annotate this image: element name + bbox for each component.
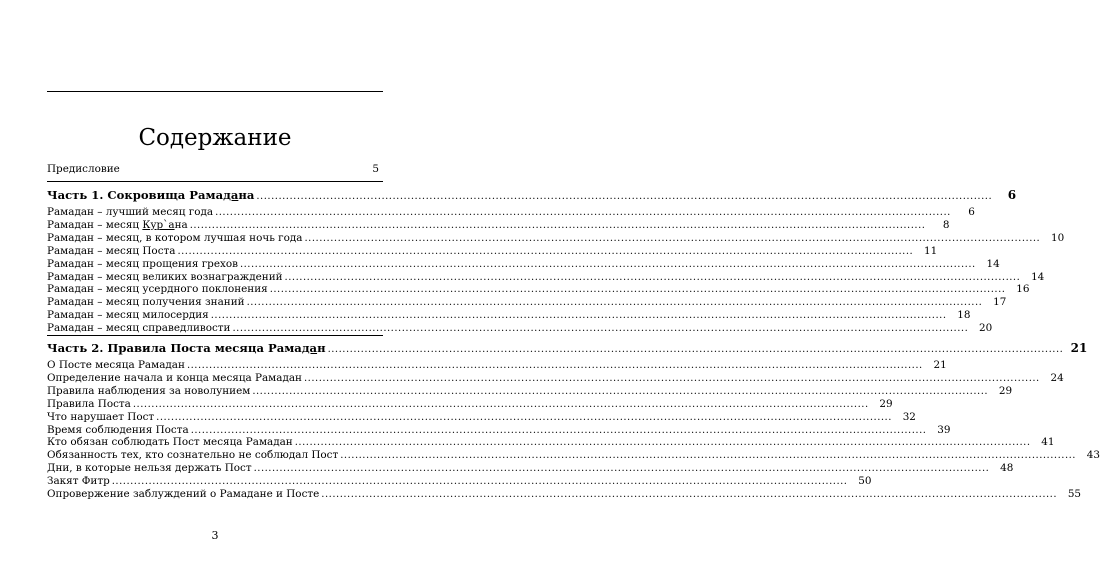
toc-entry[interactable] xyxy=(47,295,1007,309)
toc-entry-label: Рамадан – месяц справедливости xyxy=(47,322,231,335)
toc-leader-dots: ........................................................................................................................................................................................................ xyxy=(269,284,1006,296)
toc-leader-dots: ........................................................................................................................................................................................................ xyxy=(327,344,1064,355)
toc-entry-label: О Посте месяца Рамадан xyxy=(47,359,185,371)
toc-entry-page: 41 xyxy=(1041,436,1055,449)
toc-entry-page: 55 xyxy=(1067,488,1082,500)
toc-leader-dots: ........................................................................................................................................................................................................ xyxy=(284,271,1021,283)
toc-entry-page: 18 xyxy=(957,309,971,322)
toc-entry[interactable] xyxy=(47,282,1030,296)
toc-entry[interactable] xyxy=(47,397,893,411)
toc-entry[interactable] xyxy=(47,321,993,335)
toc-entry-label: Рамадан – месяц прощения грехов xyxy=(47,257,238,270)
toc-leader-dots: ........................................................................................................................................................................................................ xyxy=(232,323,969,335)
toc-entry-label: Рамадан – месяц усердного поклонения xyxy=(47,283,268,296)
toc-entry[interactable] xyxy=(47,487,1082,501)
toc-entry-label: Рамадан – месяц, в котором лучшая ночь года xyxy=(47,231,303,244)
toc-leader-dots: ........................................................................................................................................................................................................ xyxy=(256,191,993,202)
toc-part-2[interactable] xyxy=(47,341,1088,355)
toc-leader-dots: ........................................................................................................................................................................................................ xyxy=(156,411,892,423)
toc-entry-page: 8 xyxy=(942,218,950,231)
toc-entry[interactable] xyxy=(47,461,1014,475)
toc-entry-page: 29 xyxy=(998,384,1013,397)
toc-entry[interactable] xyxy=(47,474,872,488)
toc-entry[interactable] xyxy=(47,231,1065,245)
toc-entry-page: 50 xyxy=(858,475,872,488)
toc-leader-dots: ........................................................................................................................................................................................................ xyxy=(303,372,1040,384)
toc-part-page: 6 xyxy=(1007,188,1017,202)
toc-entry-page: 32 xyxy=(902,410,916,423)
page-number: 3 xyxy=(211,529,219,542)
toc-entry-label: Закят Фитр xyxy=(47,475,110,488)
toc-leader-dots: ........................................................................................................................................................................................................ xyxy=(304,232,1041,244)
toc-leader-dots: ........................................................................................................................................................................................................ xyxy=(190,424,927,436)
toc-leader-dots: ........................................................................................................................................................................................................ xyxy=(253,463,990,475)
toc-entry[interactable] xyxy=(47,435,1055,449)
toc-leader-dots: ........................................................................................................................................................................................................ xyxy=(177,245,914,257)
toc-entry-page: 21 xyxy=(933,359,947,371)
header-rule xyxy=(47,91,383,92)
toc-entry[interactable] xyxy=(47,371,1064,385)
section-divider xyxy=(47,181,383,182)
toc-entry-label: Предисловие xyxy=(47,163,120,175)
toc-entry-page: 16 xyxy=(1016,283,1030,296)
toc-entry[interactable] xyxy=(47,218,950,232)
toc-entry-label: Обязанность тех, кто сознательно не соблюдал Пост xyxy=(47,449,339,462)
toc-entry-page: 29 xyxy=(879,397,893,410)
toc-entry-page: 10 xyxy=(1051,231,1065,244)
toc-entry-label: Рамадан – лучший месяц года xyxy=(47,206,214,218)
toc-entry-page: 14 xyxy=(1031,270,1045,283)
toc-part-1[interactable] xyxy=(47,188,1017,202)
toc-entry-label: Рамадан – месяц великих вознаграждений xyxy=(47,270,283,283)
toc-entry[interactable] xyxy=(47,244,938,258)
toc-entry-label: Определение начала и конца месяца Рамадан xyxy=(47,371,302,384)
section-divider xyxy=(47,335,383,336)
toc-entry-page: 24 xyxy=(1050,371,1064,384)
toc-entry-label: Правила наблюдения за новолунием xyxy=(47,384,251,397)
toc-entry-label: Опровержение заблуждений о Рамадане и Посте xyxy=(47,488,320,500)
toc-entry-page: 48 xyxy=(1000,462,1014,475)
toc-entry[interactable] xyxy=(47,270,1045,284)
toc-entry-preface[interactable] xyxy=(47,162,383,176)
toc-entry[interactable] xyxy=(47,448,1100,462)
toc-entry-label: Что нарушает Пост xyxy=(47,410,155,423)
toc-entry-label: Рамадан – месяц Кур`ана xyxy=(47,218,188,231)
toc-entry-page: 39 xyxy=(937,423,951,436)
toc-entry-label: Правила Поста xyxy=(47,397,131,410)
toc-entry-label: Время соблюдения Поста xyxy=(47,423,189,436)
toc-entry-page: 6 xyxy=(968,206,975,218)
toc-leader-dots: ........................................................................................................................................................................................................ xyxy=(210,310,947,322)
toc-part-page: 21 xyxy=(1070,341,1088,355)
toc-entry[interactable] xyxy=(47,358,947,372)
toc-entry[interactable] xyxy=(47,423,951,437)
toc-entry-page: 14 xyxy=(986,257,1000,270)
toc-leader-dots: ........................................................................................................................................................................................................ xyxy=(239,258,976,270)
toc-leader-dots: ........................................................................................................................................................................................................ xyxy=(111,476,848,488)
toc-entry[interactable] xyxy=(47,257,1000,271)
toc-entry-label: Дни, в которые нельзя держать Пост xyxy=(47,462,252,475)
toc-entry-page: 20 xyxy=(979,322,993,335)
toc-leader-dots: ........................................................................................................................................................................................................ xyxy=(340,450,1076,462)
toc-entry[interactable] xyxy=(47,308,971,322)
toc-entry[interactable] xyxy=(47,410,916,424)
toc-entry-page: 17 xyxy=(993,296,1007,309)
toc-leader-dots: ........................................................................................................................................................................................................ xyxy=(186,360,923,371)
toc-leader-dots: ........................................................................................................................................................................................................ xyxy=(132,398,869,410)
toc-entry-label: Рамадан – месяц Поста xyxy=(47,244,176,257)
toc-leader-dots: ........................................................................................................................................................................................................ xyxy=(189,219,926,231)
page-title: Содержание xyxy=(138,125,292,151)
toc-entry[interactable] xyxy=(47,384,1013,398)
toc-entry[interactable] xyxy=(47,205,975,219)
toc-leader-dots: ........................................................................................................................................................................................................ xyxy=(294,437,1031,449)
toc-entry-label: Кто обязан соблюдать Пост месяца Рамадан xyxy=(47,436,293,449)
toc-entry-page: 43 xyxy=(1086,449,1100,462)
toc-leader-dots: ........................................................................................................................................................................................................ xyxy=(321,489,1058,500)
toc-part-label: Часть 2. Правила Поста месяца Рамадан xyxy=(47,341,326,355)
toc-entry-label: Рамадан – месяц милосердия xyxy=(47,309,209,322)
toc-leader-dots: ........................................................................................................................................................................................................ xyxy=(246,297,983,309)
toc-part-label: Часть 1. Сокровища Рамадана xyxy=(47,188,255,202)
toc-entry-label: Рамадан – месяц получения знаний xyxy=(47,296,245,309)
toc-entry-page: 11 xyxy=(923,244,938,257)
toc-leader-dots: ........................................................................................................................................................................................................ xyxy=(252,385,989,397)
toc-entry-page: 5 xyxy=(372,163,379,175)
toc-leader-dots: ........................................................................................................................................................................................................ xyxy=(215,207,951,218)
